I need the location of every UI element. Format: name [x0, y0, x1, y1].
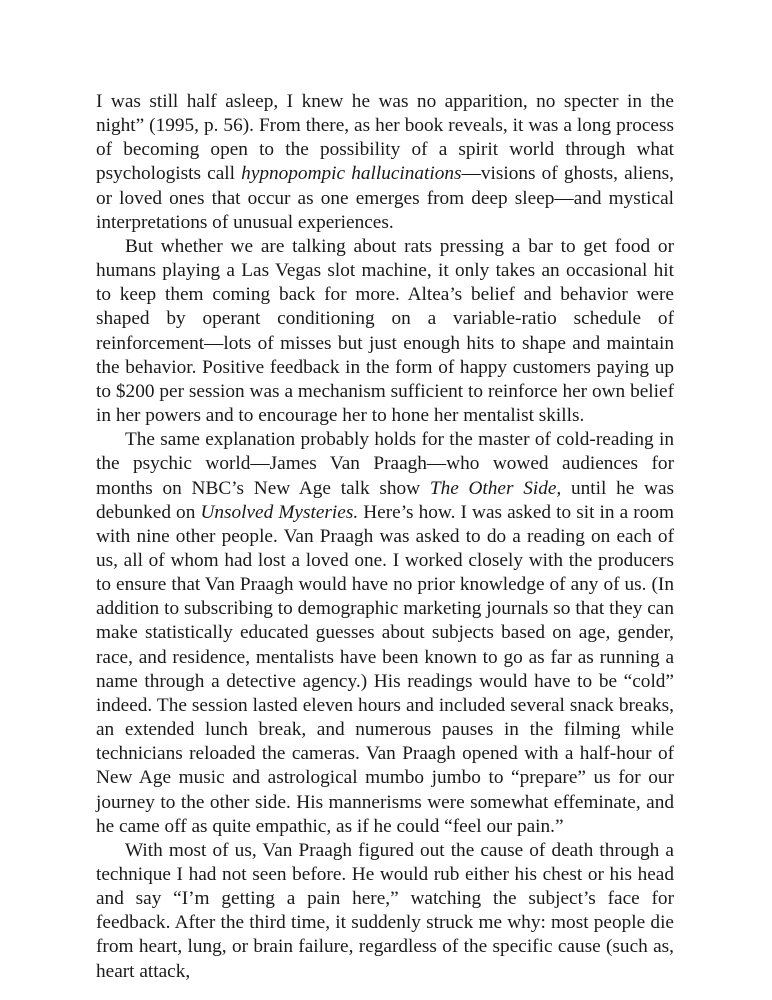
- text-run: With most of us, Van Praagh figured out the cause of death through a technique I had not seen before. He would rub either his chest or his head and say “I’m getting a pain here,” watching the subject’s face for feedback. After the third time, it suddenly struck me why: most people die from heart, lung, or brain failure, regardless of the specific cause (such as, heart attack,: [96, 839, 674, 982]
- paragraph-2: [96, 235, 674, 428]
- text-run: —visions of ghosts, aliens, or loved ones that occur as one emerges from deep sleep—and mystical interpretations of unusual experiences.: [96, 163, 674, 233]
- paragraph-4: [96, 839, 674, 984]
- italic-text-run: The Other Side,: [429, 477, 562, 499]
- document-page: [96, 90, 674, 984]
- text-run: until he was debunked on: [96, 477, 675, 523]
- italic-text-run: hypnopompic hallucinations: [241, 163, 462, 185]
- paragraph-3: [96, 428, 674, 839]
- italic-text-run: Unsolved Mysteries.: [200, 501, 359, 523]
- text-run: I was still half asleep, I knew he was no apparition, no specter in the night” (1995, p. 56). From there, as her book reveals, it was a long process of becoming open to the possibility of a spirit world through what psychologists call: [96, 91, 674, 185]
- text-run: But whether we are talking about rats pressing a bar to get food or humans playing a Las Vegas slot machine, it only takes an occasional hit to keep them coming back for more. Altea’s belief and behavior were shaped by operant conditioning on a variable-ratio schedule of reinforcement—lots of misses but just enough hits to shape and maintain the behavior. Positive feedback in the form of happy customers paying up to $200 per session was a mechanism sufficient to reinforce her own belief in her powers and to encourage her to hone her mentalist skills.: [96, 235, 674, 427]
- text-run: The same explanation probably holds for the master of cold-reading in the psychic world—James Van Praagh—who wowed audiences for months on NBC’s New Age talk show: [96, 429, 674, 499]
- paragraph-1: [96, 90, 674, 235]
- text-run: Here’s how. I was asked to sit in a room with nine other people. Van Praagh was asked to do a reading on each of us, all of whom had lost a loved one. I worked closely with the producers to ensure that Van Praagh would have no prior knowledge of any of us. (In addition to subscribing to demographic marketing journals so that they can make statistically educated guesses about subjects based on age, gender, race, and residence, mentalists have been known to go as far as running a name through a detective agency.) His readings would have to be “cold” indeed. The session lasted eleven hours and included several snack breaks, an extended lunch break, and numerous pauses in the filming while technicians reloaded the cameras. Van Praagh opened with a half-hour of New Age music and astrological mumbo jumbo to “prepare” us for our journey to the other side. His mannerisms were somewhat effeminate, and he came off as quite empathic, as if he could “feel our pain.”: [96, 501, 674, 837]
